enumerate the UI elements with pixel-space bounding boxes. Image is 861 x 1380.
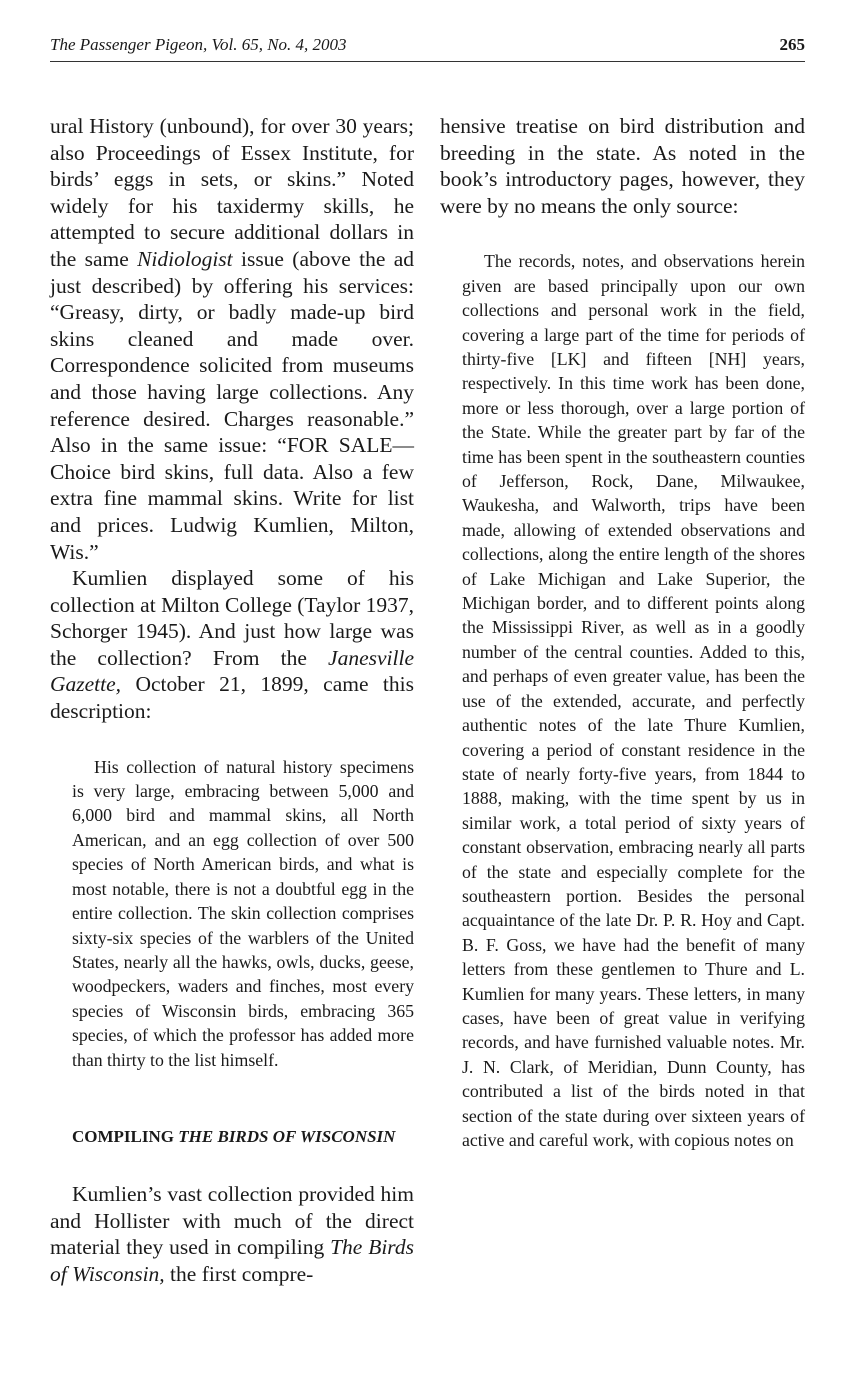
body-paragraph: ural History (unbound), for over 30 years; also Proceedings of Essex Institute, for birds’ eggs in sets, or skins.” Noted widely for his taxidermy skills, he attempted to secure additional dollars in the same Nidiologist issue (above the ad just described) by offering his services: “Greasy, dirty, or badly made-up bird skins cleaned and made over. Correspondence solicited from museums and those having large collections. Any reference desired. Charges reasonable.” Also in the same issue: “FOR SALE—Choice bird skins, full data. Also a few extra fine mammal skins. Write for list and prices. Ludwig Kumlien, Milton, Wis.” [50,114,414,564]
left-column [50,113,414,1287]
italic-title: Janesville Gazette, [50,645,414,697]
body-paragraph: Kumlien displayed some of his collection at Milton College (Taylor 1937, Schorger 1945). And just how large was the collection? From the Janesville Gazette, October 21, 1899, came this description: [50,566,414,724]
italic-title: Nidiologist [137,246,233,271]
block-quote: His collection of natural history specimens is very large, embracing between 5,000 and 6,000 bird and mammal skins, all North American, and an egg collection of over 500 species of North American birds, and what is most notable, there is not a doubtful egg in the entire collection. The skin collection comprises sixty-six species of the warblers of the United States, nearly all the hawks, owls, ducks, geese, woodpeckers, waders and finches, most every species of Wisconsin birds, embracing 365 species, of which the professor has added more than thirty to the list himself. [72,756,414,1070]
running-title: The Passenger Pigeon, Vol. 65, No. 4, 2003 [50,35,347,54]
body-paragraph: Kumlien’s vast collection provided him and Hollister with much of the direct material they used in compiling The Birds of Wisconsin, the first compre- [50,1181,414,1286]
italic-title: The Birds of Wisconsin, [50,1235,414,1286]
section-heading: COMPILING THE BIRDS OF WISCONSIN [72,1126,396,1146]
right-column [440,113,805,1152]
running-header [50,35,805,62]
body-paragraph: hensive treatise on bird distribution and breeding in the state. As noted in the book’s introductory pages, however, they were by no means the only source: [440,114,805,218]
page-number: 265 [779,35,805,54]
block-quote: The records, notes, and observations herein given are based principally upon our own collections and personal work in the field, covering a large part of the time for periods of thirty-five [LK] and fifteen [NH] years, respectively. In this time work has been done, more or less thorough, over a large portion of the State. While the greater part by far of the time has been spent in the southeastern counties of Jefferson, Rock, Dane, Milwaukee, Waukesha, and Walworth, trips have been made, allowing of extended observations and collections, along the entire length of the shores of Lake Michigan and Lake Superior, the Michigan border, and to different points along the Mississippi River, as well as in a goodly number of the central counties. Added to this, and perhaps of even greater value, has been the use of the extended, accurate, and perfectly authentic notes of the late Thure Kumlien, covering a period of constant residence in the state of nearly forty-five years, from 1844 to 1888, making, with the time spent by us in similar work, a total period of sixty years of constant observation, embracing nearly all parts of the state and especially complete for the southeastern portion. Besides the personal acquaintance of the late Dr. P. R. Hoy and Capt. B. F. Goss, we have had the benefit of many letters from these gentlemen to Thure and L. Kumlien for many years. These letters, in many cases, have been of great value in verifying records, and have furnished valuable notes. Mr. J. N. Clark, of Meridian, Dunn County, has contributed a list of the birds noted in that section of the state during over sixteen years of active and careful work, with copious notes on [462,251,805,1150]
